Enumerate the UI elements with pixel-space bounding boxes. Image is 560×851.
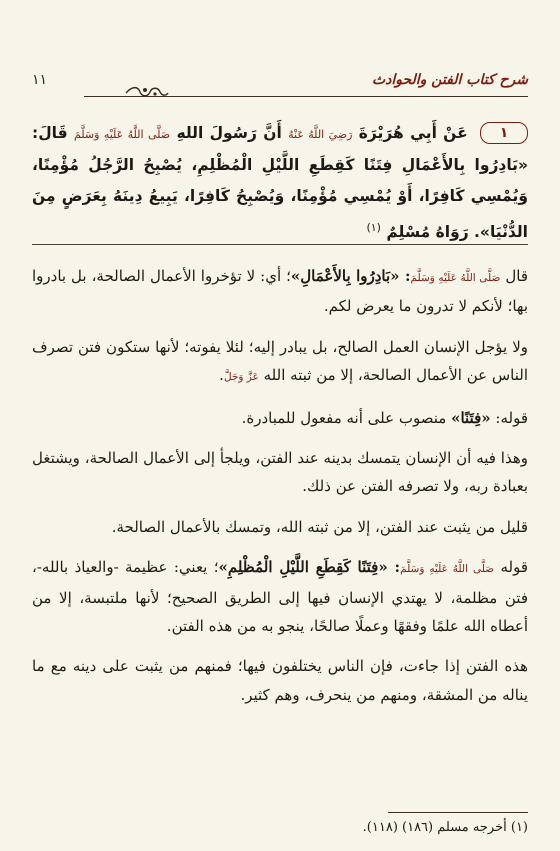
text-run: منصوب على أنه مفعول للمبادرة. — [241, 408, 447, 427]
text-run: ولا يؤجل الإنسان العمل الصالح، بل يبادر إليه؛ لئلا يفوته؛ لأنها ستكون فتن تصرف الناس عن الأعمال الصالحة، إلا من ثبته الله — [32, 337, 528, 385]
prophet-honorific: صَلَّى اللَّهُ عَلَيْهِ وَسَلَّمَ — [400, 563, 495, 576]
text-run: ؛ يعني: عظيمة -والعياذ بالله-، فتن مظلمة، لا يهتدي الإنسان فيها إلى الطريق الصحيح؛ لأنها ملتبسة، إلا من أعطاه الله علمًا وفقهًا وعملًا صالحًا، ينجو به من هذه الفتن. — [32, 558, 528, 636]
text-run: قوله: — [495, 408, 528, 427]
commentary-paragraph — [32, 404, 528, 432]
hadith-attribution: أَنَّ رَسُولَ اللهِ — [176, 124, 282, 142]
section-divider — [32, 244, 528, 245]
hadith-text — [32, 118, 528, 248]
commentary-paragraph: هذه الفتن إذا جاءت، فإن الناس يختلفون فيها؛ فمنهم من يثبت على دينه مع ما يناله من المشقة، ومنهم من ينحرف، وهم كثير. — [32, 657, 528, 704]
companion-honorific: رَضِيَ اللَّهُ عَنْهُ — [288, 128, 353, 141]
hadith-body: قَالَ: «بَادِرُوا بِالأَعْمَالِ فِتَنًا كَقِطَعِ اللَّيْلِ الْمُظْلِمِ، يُصْبِحُ الرَّجُلُ مُؤْمِنًا، وَيُمْسِي كَافِرًا، أَوْ يُمْسِي مُؤْمِنًا، وَيُصْبِحُ كَافِرًا، يَبِيعُ دِينَهُ بِعَرَضٍ مِنَ الدُّنْيَا». رَوَاهُ مُسْلِمٌ — [32, 124, 528, 242]
quoted-phrase: : «بَادِرُوا بِالأَعْمَالِ» — [290, 267, 411, 285]
text-run: ؛ أي: لا تؤخروا الأعمال الصالحة، بل بادروا بها؛ لأنكم لا تدرون ما يعرض لكم. — [32, 267, 528, 316]
page-header — [32, 70, 528, 100]
prophet-honorific: صَلَّى اللَّهُ عَلَيْهِ وَسَلَّمَ — [410, 272, 501, 284]
ornament-icon — [124, 84, 170, 100]
running-title: شرح كتاب الفتن والحوادث — [371, 72, 528, 88]
footnote-rule — [388, 812, 528, 813]
quoted-phrase: : «فِتَنًا كَقِطَعِ اللَّيْلِ الْمُظْلِمِ» — [218, 558, 401, 577]
text-run: قوله — [500, 558, 528, 577]
footnote-reference: (١) — [366, 221, 381, 234]
commentary-paragraph: ولا يؤجل الإنسان العمل الصالح، بل يبادر إليه؛ لئلا يفوته؛ لأنها ستكون فتن تصرف الناس عن الأعمال الصالحة، إلا من ثبته الله عَزَّ وَجَلَّ. — [32, 337, 528, 385]
commentary-paragraph: وهذا فيه أن الإنسان يتمسك بدينه عند الفتن، ويلجأ إلى الأعمال الصالحة، ويشتغل بعبادة ربه، ولا تصرفه الفتن عن ذلك. — [32, 449, 528, 496]
hadith-number-badge: ١ — [480, 122, 528, 144]
text-run: قال — [505, 267, 528, 285]
commentary-paragraph — [32, 262, 528, 321]
quoted-phrase: «فِتَنًا» — [451, 408, 491, 427]
commentary-paragraph — [32, 553, 528, 640]
commentary — [32, 262, 528, 721]
prophet-honorific: صَلَّى اللَّهُ عَلَيْهِ وَسَلَّمَ — [73, 128, 171, 141]
page-number: ١١ — [32, 72, 48, 88]
commentary-paragraph: قليل من يثبت عند الفتن، إلا من ثبته الله، وتمسك بالأعمال الصالحة. — [111, 517, 528, 536]
hadith-narrator: عَنْ أَبِي هُرَيْرَةَ — [358, 124, 468, 142]
divine-honorific: عَزَّ وَجَلَّ — [223, 371, 259, 384]
footnote: (١) أخرجه مسلم (١٨٦) (١١٨). — [362, 820, 528, 835]
